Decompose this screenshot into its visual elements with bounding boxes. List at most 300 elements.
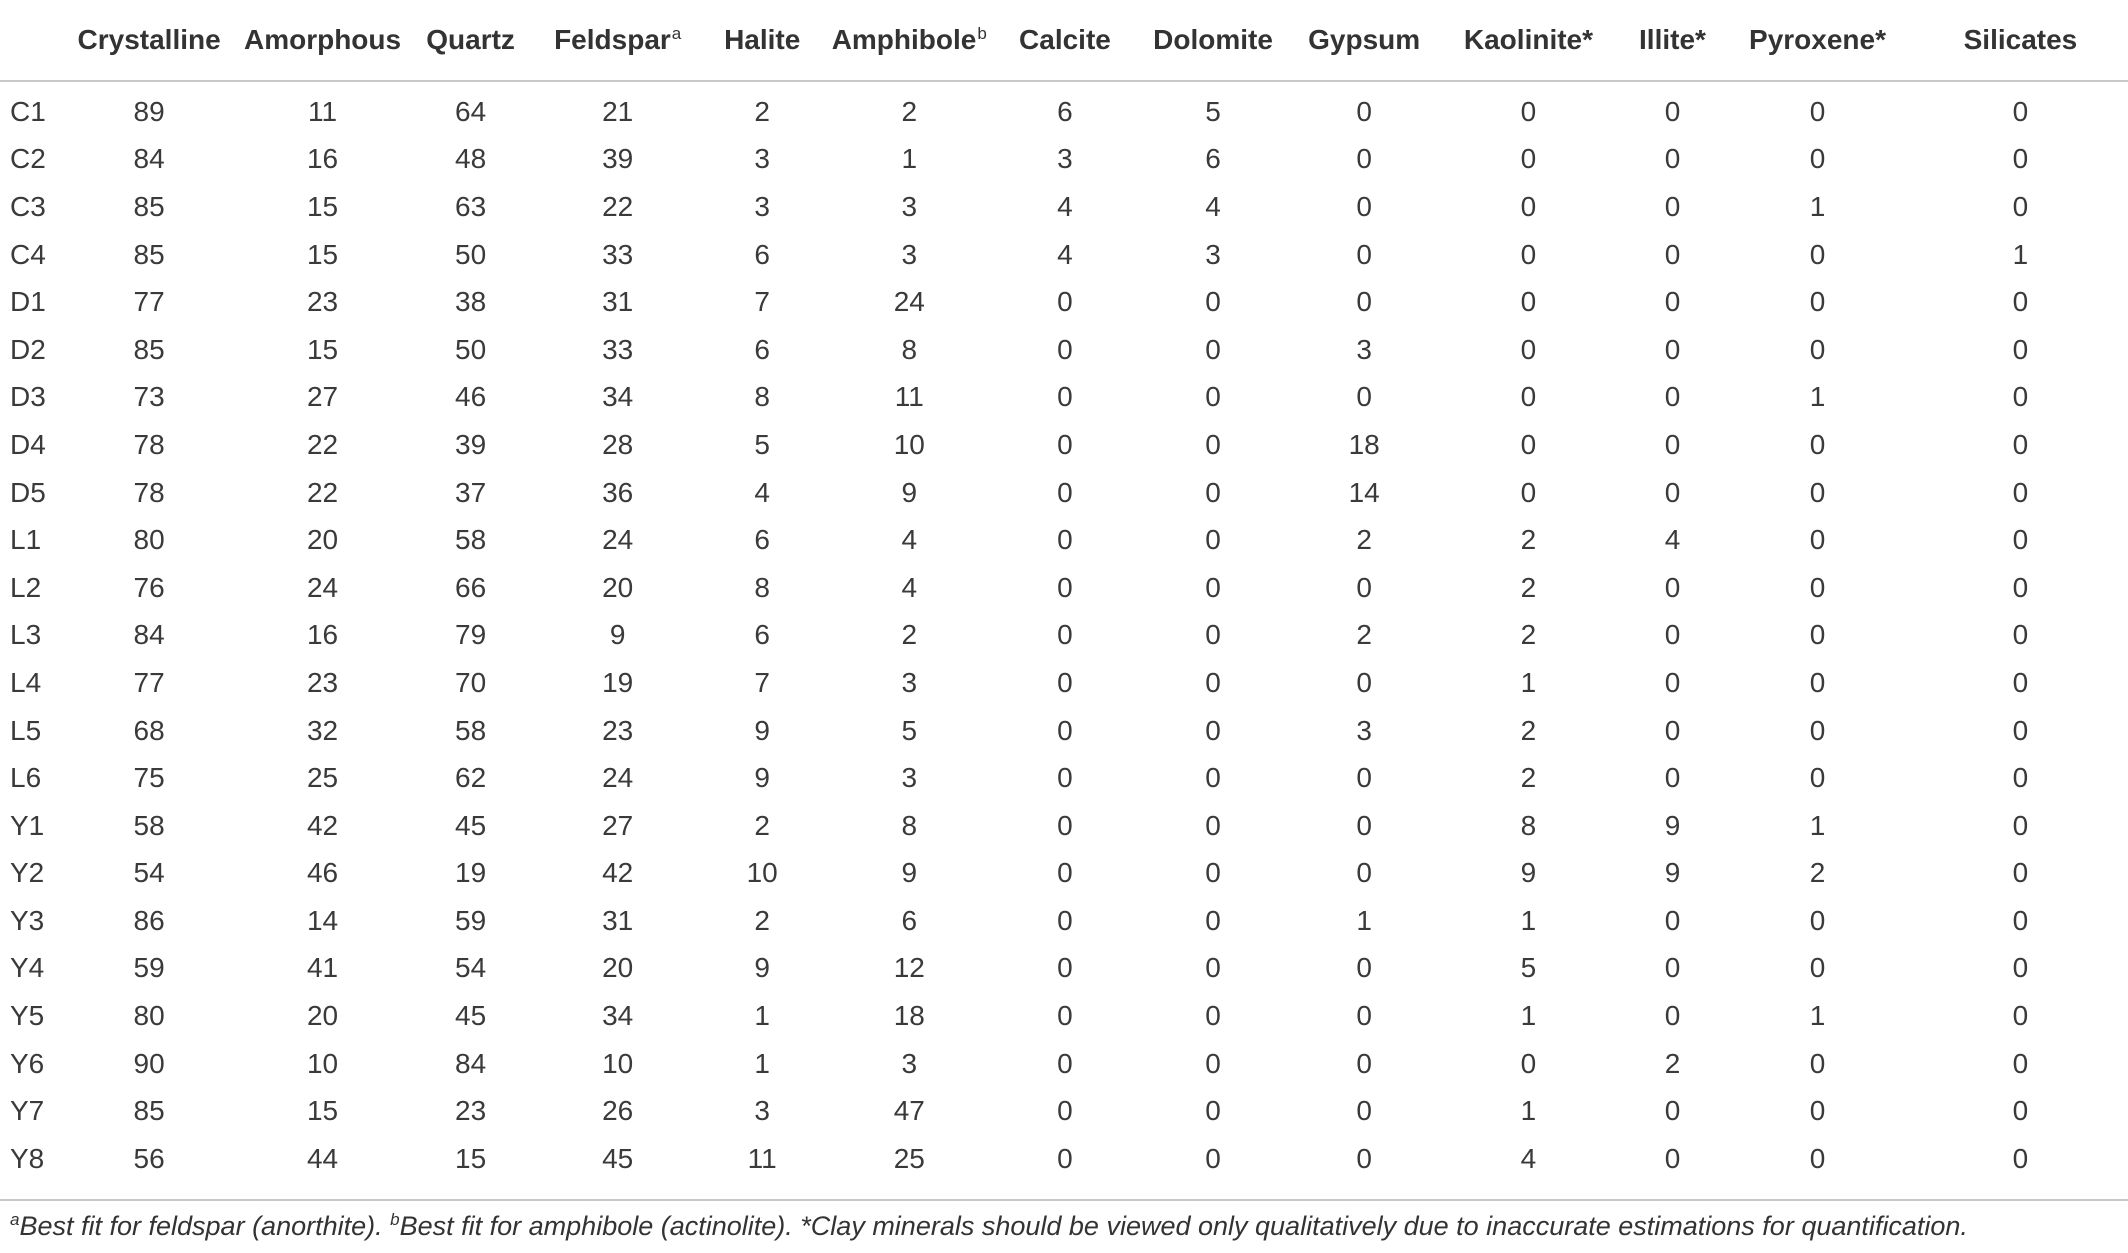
table-cell: 0 <box>1664 190 1681 222</box>
table-cell: 59 <box>455 904 487 936</box>
table-cell: 2 <box>1664 1047 1681 1079</box>
table-cell: 20 <box>602 571 634 603</box>
table-cell: 22 <box>306 476 339 508</box>
table-cell: 48 <box>455 143 487 175</box>
table-cell: 2 <box>1356 619 1372 651</box>
table-cell: 7 <box>754 286 770 318</box>
table-cell: 76 <box>133 571 165 603</box>
table-cell: 0 <box>1809 286 1826 318</box>
table-cell: 23 <box>455 1095 487 1127</box>
table-cell: 41 <box>306 952 339 984</box>
table-cell: 1 <box>1809 381 1826 413</box>
table-cell: 0 <box>1664 95 1681 127</box>
table-cell: 0 <box>1664 143 1681 175</box>
table-cell: 44 <box>306 1142 339 1174</box>
table-cell: 34 <box>602 381 634 413</box>
header-corner-cell <box>0 0 63 81</box>
table-cell: 9 <box>1520 857 1537 889</box>
table-cell: 6 <box>754 524 770 556</box>
table-cell: 0 <box>1057 857 1073 889</box>
table-cell: 1 <box>1520 904 1537 936</box>
table-cell: 1 <box>1520 1000 1537 1032</box>
table-cell: 0 <box>1356 666 1372 698</box>
table-cell: 46 <box>455 381 487 413</box>
table-cell: 20 <box>306 524 339 556</box>
table-cell: 19 <box>455 857 487 889</box>
table-cell: 0 <box>2012 476 2029 508</box>
table-cell: 16 <box>306 619 339 651</box>
table-cell: 0 <box>1356 1000 1372 1032</box>
sample-id-cell: D4 <box>10 428 46 460</box>
table-cell: 0 <box>1057 762 1073 794</box>
table-cell: 0 <box>1664 1000 1681 1032</box>
table-body <box>0 81 2128 1189</box>
table-cell: 0 <box>2012 952 2029 984</box>
column-header-label: Halite <box>724 24 801 55</box>
table-cell: 0 <box>1809 666 1826 698</box>
table-cell: 47 <box>893 1095 925 1127</box>
column-header <box>1623 0 1722 81</box>
table-cell: 6 <box>1205 143 1221 175</box>
table-cell: 3 <box>754 190 770 222</box>
table-row <box>0 326 2128 374</box>
table-cell: 0 <box>2012 714 2029 746</box>
table-cell: 0 <box>1809 1095 1826 1127</box>
table-cell: 2 <box>1809 857 1826 889</box>
table-cell: 85 <box>133 190 165 222</box>
table-cell: 24 <box>602 524 634 556</box>
table-cell: 2 <box>1520 762 1537 794</box>
table-cell: 3 <box>754 143 770 175</box>
table-cell: 5 <box>901 714 918 746</box>
table-cell: 4 <box>1520 1142 1537 1174</box>
table-cell: 3 <box>754 1095 770 1127</box>
table-cell: 0 <box>1205 1047 1221 1079</box>
table-cell: 1 <box>1809 1000 1826 1032</box>
table-cell: 0 <box>1809 1047 1826 1079</box>
table-cell: 0 <box>2012 524 2029 556</box>
table-cell: 15 <box>306 1095 339 1127</box>
table-cell: 0 <box>1809 571 1826 603</box>
table-cell: 0 <box>1664 428 1681 460</box>
table-cell: 0 <box>1057 524 1073 556</box>
table-cell: 1 <box>2012 238 2029 270</box>
table-row <box>0 850 2128 898</box>
column-header-label: Crystalline <box>77 24 221 55</box>
table-cell: 4 <box>1057 190 1073 222</box>
table-cell: 0 <box>2012 762 2029 794</box>
table-cell: 0 <box>1664 904 1681 936</box>
column-header-label: Gypsum <box>1308 24 1421 55</box>
table-cell: 2 <box>1520 571 1537 603</box>
table-cell: 0 <box>1057 1095 1073 1127</box>
table-cell: 22 <box>306 428 339 460</box>
table-row <box>0 374 2128 422</box>
table-cell: 0 <box>1057 809 1073 841</box>
table-cell: 3 <box>901 190 918 222</box>
column-header <box>1132 0 1294 81</box>
table-cell: 24 <box>602 762 634 794</box>
table-cell: 0 <box>1520 428 1537 460</box>
sample-id-cell: Y7 <box>10 1095 45 1127</box>
sample-id-cell: C4 <box>10 238 46 270</box>
table-cell: 0 <box>2012 190 2029 222</box>
table-cell: 28 <box>602 428 634 460</box>
table-cell: 0 <box>1809 714 1826 746</box>
table-cell: 0 <box>1664 952 1681 984</box>
table-cell: 3 <box>901 1047 918 1079</box>
column-header <box>410 0 532 81</box>
table-cell: 63 <box>455 190 487 222</box>
table-cell: 2 <box>1520 714 1537 746</box>
table-cell: 1 <box>1356 904 1372 936</box>
column-header <box>1294 0 1434 81</box>
table-row <box>0 1087 2128 1135</box>
table-cell: 0 <box>1356 1142 1372 1174</box>
table-cell: 12 <box>893 952 925 984</box>
table-cell: 33 <box>602 333 634 365</box>
table-cell: 0 <box>1664 571 1681 603</box>
table-cell: 0 <box>1057 952 1073 984</box>
table-cell: 46 <box>306 857 339 889</box>
table-cell: 3 <box>1356 333 1372 365</box>
sample-id-cell: L6 <box>10 762 42 794</box>
table-row <box>0 612 2128 660</box>
column-header-footnote-marker: b <box>977 23 987 43</box>
table-cell: 0 <box>1809 428 1826 460</box>
table-cell: 27 <box>602 809 634 841</box>
table-row <box>0 945 2128 993</box>
table-cell: 80 <box>133 1000 165 1032</box>
table-cell: 2 <box>754 904 770 936</box>
table-cell: 0 <box>1664 714 1681 746</box>
table-cell: 58 <box>455 714 487 746</box>
table-cell: 10 <box>746 857 778 889</box>
table-cell: 18 <box>893 1000 925 1032</box>
table-cell: 25 <box>893 1142 925 1174</box>
column-header-label: Pyroxene <box>1749 24 1876 55</box>
table-cell: 0 <box>1664 476 1681 508</box>
table-cell: 14 <box>1348 476 1380 508</box>
column-header-label: Amorphous <box>243 24 402 55</box>
table-cell: 1 <box>1809 190 1826 222</box>
table-cell: 0 <box>1057 571 1073 603</box>
sample-id-cell: D2 <box>10 333 46 365</box>
table-cell: 0 <box>2012 143 2029 175</box>
sample-id-cell: Y5 <box>10 1000 45 1032</box>
table-cell: 0 <box>1057 619 1073 651</box>
table-cell: 9 <box>1664 857 1681 889</box>
column-header-footnote-marker: * <box>1695 24 1706 55</box>
table-cell: 89 <box>133 95 165 127</box>
table-cell: 0 <box>1356 95 1372 127</box>
column-header-footnote-marker: * <box>1875 24 1887 55</box>
table-cell: 15 <box>306 238 339 270</box>
table-cell: 0 <box>1205 1142 1221 1174</box>
table-cell: 9 <box>754 714 770 746</box>
table-cell: 8 <box>1520 809 1537 841</box>
table-cell: 0 <box>2012 666 2029 698</box>
table-cell: 0 <box>1664 762 1681 794</box>
table-cell: 0 <box>1057 904 1073 936</box>
table-cell: 6 <box>754 619 770 651</box>
table-cell: 45 <box>455 1000 487 1032</box>
table-cell: 0 <box>1809 524 1826 556</box>
table-cell: 70 <box>455 666 487 698</box>
table-cell: 56 <box>133 1142 165 1174</box>
table-cell: 0 <box>2012 381 2029 413</box>
table-cell: 45 <box>602 1142 634 1174</box>
table-cell: 23 <box>306 666 339 698</box>
table-row <box>0 136 2128 184</box>
table-cell: 0 <box>1809 476 1826 508</box>
table-cell: 0 <box>1356 1095 1372 1127</box>
table-cell: 0 <box>1356 143 1372 175</box>
table-cell: 2 <box>1520 619 1537 651</box>
table-cell: 0 <box>1205 904 1221 936</box>
table-cell: 0 <box>1664 286 1681 318</box>
table-cell: 0 <box>1057 428 1073 460</box>
table-cell: 0 <box>1205 524 1221 556</box>
table-cell: 0 <box>1809 762 1826 794</box>
table-cell: 0 <box>1356 1047 1372 1079</box>
table-cell: 0 <box>1205 857 1221 889</box>
table-cell: 50 <box>455 238 487 270</box>
sample-id-cell: C1 <box>10 95 46 127</box>
table-cell: 15 <box>306 190 339 222</box>
sample-id-cell: D3 <box>10 381 46 413</box>
table-cell: 0 <box>1356 190 1372 222</box>
table-cell: 0 <box>1520 286 1537 318</box>
column-header <box>821 0 999 81</box>
footnote-marker-b: b <box>390 1210 400 1229</box>
table-cell: 15 <box>306 333 339 365</box>
table-cell: 85 <box>133 238 165 270</box>
table-cell: 38 <box>455 286 487 318</box>
column-header-label: Calcite <box>1019 24 1111 55</box>
table-cell: 0 <box>1356 809 1372 841</box>
table-cell: 1 <box>754 1047 770 1079</box>
sample-id-cell: L1 <box>10 524 42 556</box>
table-cell: 0 <box>2012 1095 2029 1127</box>
table-cell: 0 <box>1356 857 1372 889</box>
table-cell: 0 <box>1205 714 1221 746</box>
table-cell: 64 <box>455 95 487 127</box>
table-cell: 0 <box>1664 238 1681 270</box>
table-cell: 16 <box>306 143 339 175</box>
table-cell: 0 <box>1809 143 1826 175</box>
table-cell: 0 <box>1520 381 1537 413</box>
table-cell: 77 <box>133 666 165 698</box>
table-cell: 0 <box>1205 1095 1221 1127</box>
table-row <box>0 1135 2128 1189</box>
table-cell: 4 <box>901 524 918 556</box>
table-cell: 0 <box>2012 619 2029 651</box>
table-row <box>0 992 2128 1040</box>
table-cell: 11 <box>894 381 924 413</box>
table-cell: 78 <box>133 428 165 460</box>
table-cell: 11 <box>747 1142 777 1174</box>
table-cell: 0 <box>1205 571 1221 603</box>
table-cell: 0 <box>1809 1142 1826 1174</box>
table-cell: 0 <box>1057 333 1073 365</box>
table-cell: 0 <box>1664 333 1681 365</box>
table-cell: 0 <box>2012 1142 2029 1174</box>
table-cell: 0 <box>1057 1047 1073 1079</box>
footnote-a-text: Best fit for feldspar (anorthite). <box>19 1211 391 1241</box>
column-header <box>1434 0 1623 81</box>
table-row <box>0 659 2128 707</box>
table-cell: 78 <box>133 476 165 508</box>
table-cell: 90 <box>133 1047 165 1079</box>
table-cell: 84 <box>133 619 165 651</box>
table-cell: 3 <box>901 762 918 794</box>
table-cell: 4 <box>754 476 770 508</box>
table-cell: 6 <box>901 904 918 936</box>
sample-id-cell: C2 <box>10 143 46 175</box>
table-cell: 0 <box>1664 1095 1681 1127</box>
table-cell: 84 <box>455 1047 487 1079</box>
table-cell: 0 <box>1205 476 1221 508</box>
table-cell: 7 <box>754 666 770 698</box>
table-cell: 0 <box>1520 238 1537 270</box>
table-cell: 8 <box>754 381 770 413</box>
table-cell: 9 <box>1664 809 1681 841</box>
table-cell: 21 <box>602 95 634 127</box>
column-header <box>531 0 703 81</box>
table-cell: 86 <box>133 904 165 936</box>
table-cell: 85 <box>133 333 165 365</box>
table-cell: 85 <box>133 1095 165 1127</box>
table-cell: 0 <box>1057 1142 1073 1174</box>
table-cell: 1 <box>1809 809 1826 841</box>
table-row <box>0 802 2128 850</box>
table-cell: 10 <box>602 1047 634 1079</box>
table-cell: 32 <box>306 714 339 746</box>
table-cell: 79 <box>455 619 487 651</box>
sample-id-cell: L4 <box>10 666 42 698</box>
table-cell: 24 <box>306 571 339 603</box>
table-cell: 1 <box>1520 666 1537 698</box>
table-cell: 20 <box>602 952 634 984</box>
table-cell: 0 <box>2012 809 2029 841</box>
table-cell: 3 <box>1205 238 1221 270</box>
table-cell: 0 <box>1205 333 1221 365</box>
column-header-label: Illite <box>1639 24 1696 55</box>
table-cell: 9 <box>754 762 770 794</box>
table-cell: 11 <box>307 95 338 127</box>
table-cell: 6 <box>1057 95 1073 127</box>
table-cell: 9 <box>754 952 770 984</box>
table-cell: 0 <box>2012 904 2029 936</box>
table-row <box>0 421 2128 469</box>
table-row <box>0 707 2128 755</box>
column-header <box>235 0 409 81</box>
column-header-label: Feldspar <box>554 24 671 55</box>
sample-id-cell: C3 <box>10 190 46 222</box>
table-cell: 8 <box>754 571 770 603</box>
table-cell: 0 <box>1057 476 1073 508</box>
column-header <box>1913 0 2128 81</box>
table-cell: 8 <box>901 333 918 365</box>
sample-id-cell: Y2 <box>10 857 45 889</box>
table-cell: 36 <box>602 476 634 508</box>
table-cell: 9 <box>901 857 918 889</box>
footnote-b-text: Best fit for amphibole (actinolite). <box>399 1211 801 1241</box>
table-cell: 0 <box>1664 666 1681 698</box>
table-cell: 0 <box>1356 571 1372 603</box>
table-cell: 0 <box>1205 762 1221 794</box>
sample-id-cell: L3 <box>10 619 42 651</box>
table-cell: 31 <box>602 286 634 318</box>
column-header-label: Amphibole <box>831 24 977 55</box>
table-cell: 0 <box>1205 809 1221 841</box>
table-cell: 34 <box>602 1000 634 1032</box>
table-cell: 0 <box>1356 952 1372 984</box>
table-cell: 9 <box>609 619 626 651</box>
table-cell: 2 <box>901 95 918 127</box>
table-cell: 9 <box>901 476 918 508</box>
table-cell: 0 <box>1520 190 1537 222</box>
table-cell: 37 <box>455 476 487 508</box>
table-cell: 0 <box>1356 286 1372 318</box>
table-cell: 31 <box>602 904 634 936</box>
table-cell: 0 <box>1356 762 1372 794</box>
sample-id-cell: D1 <box>10 286 46 318</box>
table-row <box>0 278 2128 326</box>
table-cell: 4 <box>1205 190 1221 222</box>
table-cell: 84 <box>133 143 165 175</box>
table-row <box>0 564 2128 612</box>
table-cell: 5 <box>754 428 770 460</box>
table-cell: 0 <box>1664 381 1681 413</box>
table-cell: 0 <box>2012 571 2029 603</box>
table-cell: 0 <box>1057 666 1073 698</box>
table-row <box>0 469 2128 517</box>
column-header-label: Silicates <box>1963 24 2078 55</box>
table-cell: 0 <box>1809 619 1826 651</box>
table-cell: 0 <box>1205 381 1221 413</box>
table-row <box>0 897 2128 945</box>
column-header <box>63 0 235 81</box>
table-cell: 2 <box>754 809 770 841</box>
table-cell: 6 <box>754 238 770 270</box>
table-cell: 0 <box>1664 619 1681 651</box>
table-cell: 2 <box>901 619 918 651</box>
table-cell: 14 <box>306 904 339 936</box>
table-cell: 19 <box>602 666 634 698</box>
table-row <box>0 754 2128 802</box>
column-header-label: Kaolinite <box>1463 24 1583 55</box>
table-row <box>0 183 2128 231</box>
table-cell: 8 <box>901 809 918 841</box>
table-cell: 10 <box>893 428 925 460</box>
table-cell: 39 <box>455 428 487 460</box>
table-cell: 0 <box>1520 1047 1537 1079</box>
table-cell: 0 <box>1809 952 1826 984</box>
table-cell: 0 <box>1057 286 1073 318</box>
table-cell: 0 <box>1809 238 1826 270</box>
table-cell: 1 <box>901 143 918 175</box>
table-cell: 0 <box>2012 333 2029 365</box>
table-cell: 54 <box>133 857 165 889</box>
table-row <box>0 1040 2128 1088</box>
table-cell: 23 <box>306 286 339 318</box>
sample-id-cell: Y1 <box>10 809 45 841</box>
table-cell: 68 <box>133 714 165 746</box>
table-cell: 59 <box>133 952 165 984</box>
table-cell: 0 <box>1057 1000 1073 1032</box>
